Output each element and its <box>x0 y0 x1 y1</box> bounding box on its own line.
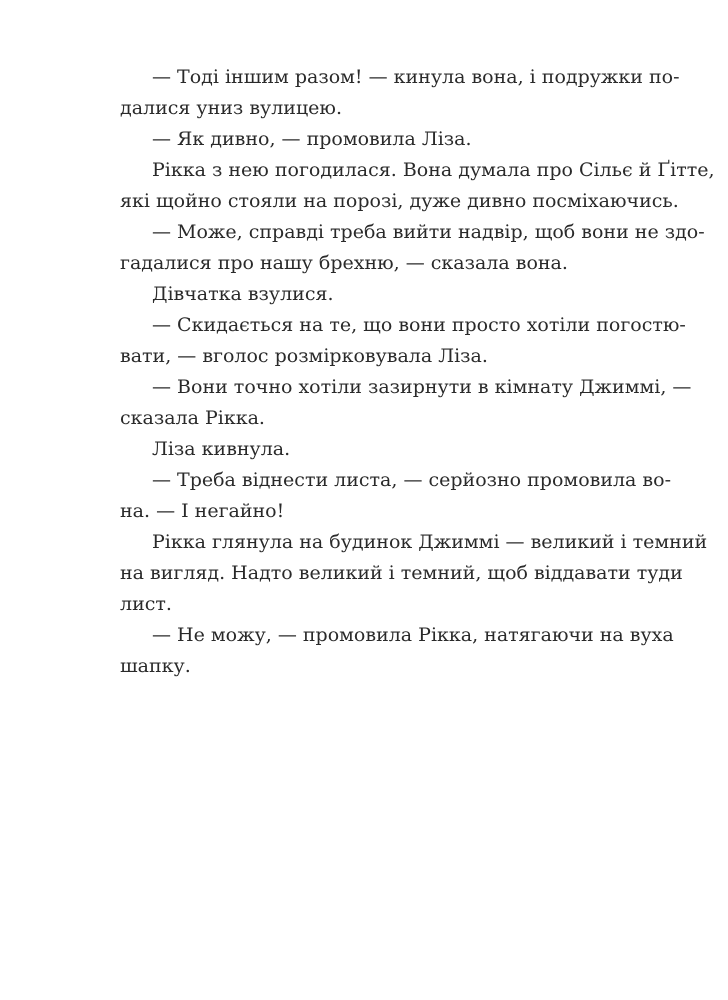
text-line: вати, — вголос розмірковувала Ліза. <box>120 345 488 367</box>
text-line: гадалися про нашу брехню, — сказала вона. <box>120 252 568 274</box>
text-line: Рікка глянула на будинок Джиммі — великий і темний <box>152 531 708 553</box>
text-line: — Як дивно, — промовила Ліза. <box>152 128 472 150</box>
text-line: сказала Рікка. <box>120 407 265 429</box>
text-line: — Скидається на те, що вони просто хотіли погостю- <box>152 314 686 336</box>
text-line: — Тоді іншим разом! — кинула вона, і подружки по- <box>152 66 680 88</box>
text-line: — Не можу, — промовила Рікка, натягаючи на вуха <box>152 624 674 646</box>
text-line: — Вони точно хотіли зазирнути в кімнату Джиммі, — <box>152 376 692 398</box>
text-line: — Треба віднести листа, — серйозно промовила во- <box>152 469 671 491</box>
page-text <box>120 62 715 682</box>
text-line: Рікка з нею погодилася. Вона думала про Сільє й Ґітте, <box>152 159 715 181</box>
text-line: лист. <box>120 593 172 615</box>
text-line: Ліза кивнула. <box>152 438 291 460</box>
text-line: на вигляд. Надто великий і темний, щоб віддавати туди <box>120 562 683 584</box>
text-line: Дівчатка взулися. <box>152 283 334 305</box>
text-line: далися униз вулицею. <box>120 97 342 119</box>
text-line: на. — І негайно! <box>120 500 285 522</box>
text-line: — Може, справді треба вийти надвір, щоб вони не здо- <box>152 221 705 243</box>
text-line: які щойно стояли на порозі, дуже дивно посміхаючись. <box>120 190 679 212</box>
text-line: шапку. <box>120 655 191 677</box>
